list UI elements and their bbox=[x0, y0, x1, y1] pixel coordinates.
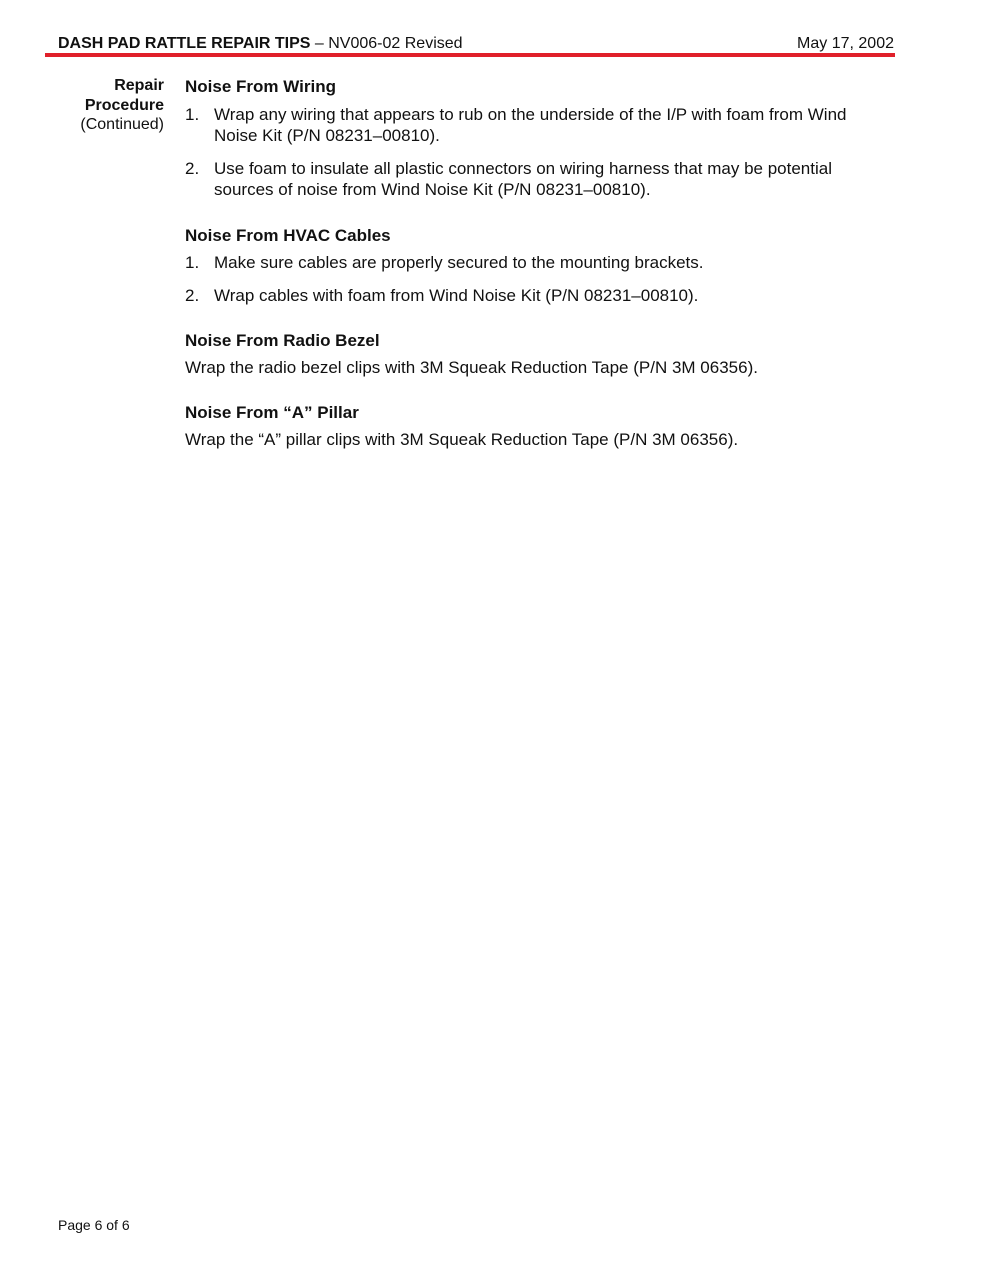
step-list bbox=[185, 252, 885, 306]
step-text: Use foam to insulate all plastic connectors on wiring harness that may be potential sources of noise from Wind Noise Kit (P/N 08231–00810). bbox=[214, 158, 832, 199]
section-hvac-cables bbox=[185, 225, 885, 307]
step-number: 1. bbox=[185, 104, 200, 124]
document-number: NV006-02 Revised bbox=[328, 35, 463, 52]
section-heading: Noise From Wiring bbox=[185, 77, 336, 96]
step-text: Make sure cables are properly secured to the mounting brackets. bbox=[214, 253, 704, 272]
side-label-procedure: Procedure bbox=[84, 96, 164, 114]
list-item bbox=[185, 158, 885, 201]
section-text: Wrap the “A” pillar clips with 3M Squeak Reduction Tape (P/N 3M 06356). bbox=[185, 429, 739, 449]
side-label-repair: Repair bbox=[114, 77, 164, 94]
section-heading: Noise From HVAC Cables bbox=[185, 225, 391, 245]
section-wiring bbox=[185, 76, 885, 201]
side-label-continued: (Continued) bbox=[80, 116, 164, 133]
step-number: 1. bbox=[185, 253, 200, 272]
step-text: Wrap any wiring that appears to rub on the underside of the I/P with foam from Wind Noise Kit (P/N 08231–00810). bbox=[214, 104, 847, 145]
step-number: 2. bbox=[185, 285, 200, 305]
document-title-main: DASH PAD RATTLE REPAIR TIPS bbox=[58, 35, 311, 52]
section-a-pillar bbox=[185, 402, 885, 450]
section-text: Wrap the radio bezel clips with 3M Squeak Reduction Tape (P/N 3M 06356). bbox=[185, 357, 758, 377]
header-rule bbox=[45, 53, 895, 57]
page-number: Page 6 of 6 bbox=[58, 1217, 130, 1233]
page-header bbox=[58, 34, 894, 54]
side-label bbox=[60, 76, 164, 135]
document-title bbox=[58, 34, 463, 54]
section-heading: Noise From “A” Pillar bbox=[185, 403, 359, 422]
list-item bbox=[185, 252, 885, 274]
list-item bbox=[185, 104, 885, 147]
section-radio-bezel bbox=[185, 330, 885, 378]
step-text: Wrap cables with foam from Wind Noise Kit (P/N 08231–00810). bbox=[214, 285, 699, 305]
step-number: 2. bbox=[185, 158, 200, 178]
step-list bbox=[185, 104, 885, 201]
document-date: May 17, 2002 bbox=[797, 35, 894, 52]
title-separator: – bbox=[310, 35, 329, 52]
section-heading: Noise From Radio Bezel bbox=[185, 331, 380, 350]
list-item bbox=[185, 285, 885, 307]
main-content bbox=[185, 76, 885, 474]
